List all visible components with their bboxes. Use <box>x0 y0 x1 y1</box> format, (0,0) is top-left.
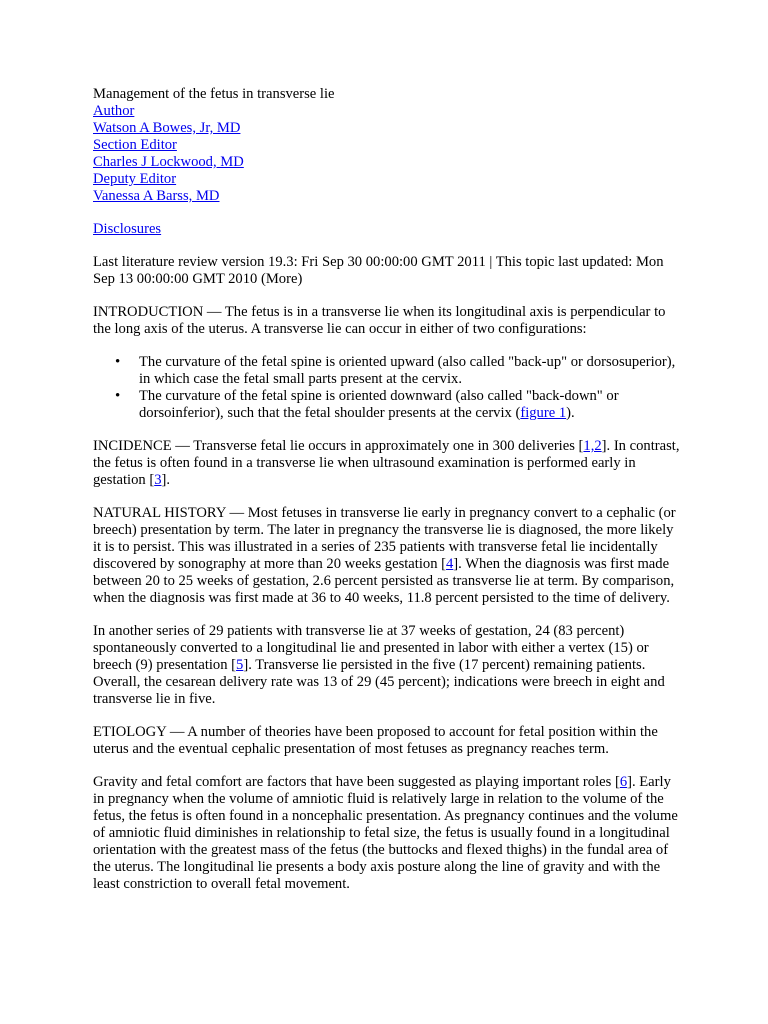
incidence-text: ]. <box>161 472 171 488</box>
deputy-editor-link[interactable]: Deputy Editor <box>93 171 177 187</box>
etiology-paragraph: ETIOLOGY — A number of theories have been proposed to account for fetal position within the uterus and the eventual cephalic presentation of most fetuses as pregnancy reaches term. <box>93 724 658 757</box>
introduction-paragraph: INTRODUCTION — The fetus is in a transverse lie when its longitudinal axis is perpendicular to the long axis of the uterus. A transverse lie can occur in either of two configurations: <box>93 304 666 337</box>
natural-history-text: NATURAL HISTORY — Most fetuses in transverse lie early in pregnancy convert to a cephalic (or breech) presentation by term. The later in pregnancy the transverse lie is diagnosed, the more likely it is to persist. This was illustrated in a series of 235 patients with transverse fetal lie incidentally discovered by sonography at more than 20 weeks gestation [ <box>93 505 676 572</box>
gravity-paragraph <box>93 774 683 893</box>
series-paragraph <box>93 623 683 708</box>
article-body <box>93 86 683 909</box>
incidence-text: INCIDENCE — Transverse fetal lie occurs in approximately one in 300 deliveries [ <box>93 438 584 454</box>
reference-link[interactable]: 3 <box>154 472 162 488</box>
reference-link[interactable]: 6 <box>619 774 628 790</box>
bullet-text-end: ). <box>566 405 575 421</box>
series-text: In another series of 29 patients with transverse lie at 37 weeks of gestation, 24 (83 percent) spontaneously converted to a longitudinal lie and presented in labor with either a vertex (15) or breech (9) presentation [ <box>93 623 649 673</box>
reference-link[interactable]: 5 <box>236 657 244 673</box>
disclosures-link[interactable]: Disclosures <box>93 221 162 237</box>
gravity-text: Gravity and fetal comfort are factors that have been suggested as playing important roles [ <box>93 774 620 790</box>
natural-history-paragraph <box>93 505 683 607</box>
bullet-text: The curvature of the fetal spine is oriented downward (also called "back-down" or dorsoinferior), such that the fetal shoulder presents at the cervix ( <box>139 388 619 421</box>
list-item <box>139 388 683 422</box>
disclosures-paragraph <box>93 221 683 238</box>
section-editor-link[interactable]: Section Editor <box>93 137 177 153</box>
list-item: • The curvature of the fetal spine is oriented upward (also called "back-up" or dorsosuperior), in which case the fetal small parts present at the cervix. <box>139 354 683 388</box>
gravity-text: ]. Early in pregnancy when the volume of amniotic fluid is relatively large in relation to the volume of the fetus, the fetus is often found in a noncephalic presentation. As pregnancy continues and the volume of amniotic fluid diminishes in relationship to fetal size, the fetus is usually found in a longitudinal orientation with the greatest mass of the fetus (the buttocks and flexed thighs) in the fundal area of the uterus. The longitudinal lie presents a body axis posture along the line of gravity and with the least constriction to overall fetal movement. <box>93 774 678 892</box>
reference-link[interactable]: 1,2 <box>583 438 602 454</box>
configuration-list <box>93 354 683 422</box>
series-text: ]. Transverse lie persisted in the five (17 percent) remaining patients. Overall, the cesarean delivery rate was 13 of 29 (45 percent); indications were breech in eight and transverse lie in five. <box>93 657 665 707</box>
deputy-editor-name-link[interactable]: Vanessa A Barss, MD <box>93 188 220 204</box>
author-link[interactable]: Author <box>93 103 135 119</box>
article-title: Management of the fetus in transverse lie <box>93 86 335 102</box>
natural-history-text: ]. When the diagnosis was first made between 20 to 25 weeks of gestation, 2.6 percent persisted as transverse lie at term. By comparison, when the diagnosis was first made at 36 to 40 weeks, 11.8 percent persisted to the time of delivery. <box>93 556 675 606</box>
section-editor-name-link[interactable]: Charles J Lockwood, MD <box>93 154 244 170</box>
author-name-link[interactable]: Watson A Bowes, Jr, MD <box>93 120 241 136</box>
review-info: Last literature review version 19.3: Fri Sep 30 00:00:00 GMT 2011 | This topic last updated: Mon Sep 13 00:00:00 GMT 2010 (More) <box>93 254 664 287</box>
incidence-text: ]. In contrast, the fetus is often found in a transverse lie when ultrasound examination is performed early in gestation [ <box>93 438 680 488</box>
reference-link[interactable]: 4 <box>446 556 454 572</box>
incidence-paragraph <box>93 438 683 489</box>
figure-1-link[interactable]: figure 1 <box>520 405 567 421</box>
article-header <box>93 86 683 205</box>
